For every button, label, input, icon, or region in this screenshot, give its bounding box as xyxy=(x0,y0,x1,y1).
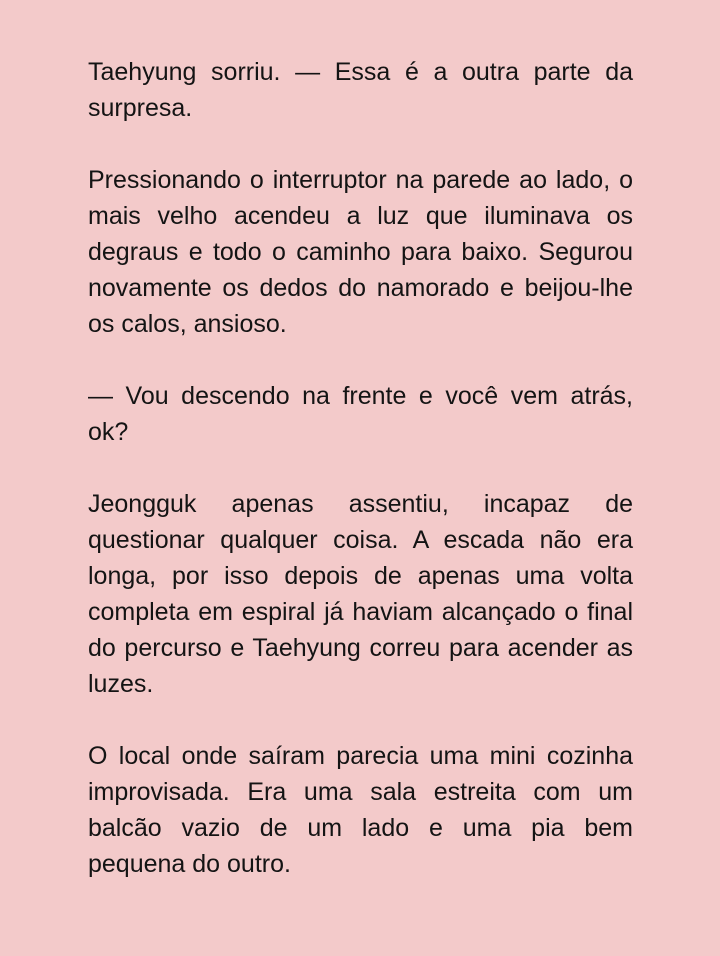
paragraph: Jeongguk apenas assentiu, incapaz de questionar qualquer coisa. A escada não era longa, por isso depois de apenas uma volta completa em espiral já haviam alcançado o final do percurso e Taehyung correu para acender as luzes. xyxy=(88,490,633,698)
paragraph: Pressionando o interruptor na parede ao lado, o mais velho acendeu a luz que iluminava os degraus e todo o caminho para baixo. Segurou novamente os dedos do namorado e beijou-lhe os calos, ansioso. xyxy=(88,166,633,338)
paragraph: Taehyung sorriu. — Essa é a outra parte da surpresa. xyxy=(88,58,633,122)
paragraph: — Vou descendo na frente e você vem atrás, ok? xyxy=(88,382,633,446)
story-text xyxy=(88,54,633,882)
paragraph: O local onde saíram parecia uma mini cozinha improvisada. Era uma sala estreita com um balcão vazio de um lado e uma pia bem pequena do outro. xyxy=(88,742,633,878)
